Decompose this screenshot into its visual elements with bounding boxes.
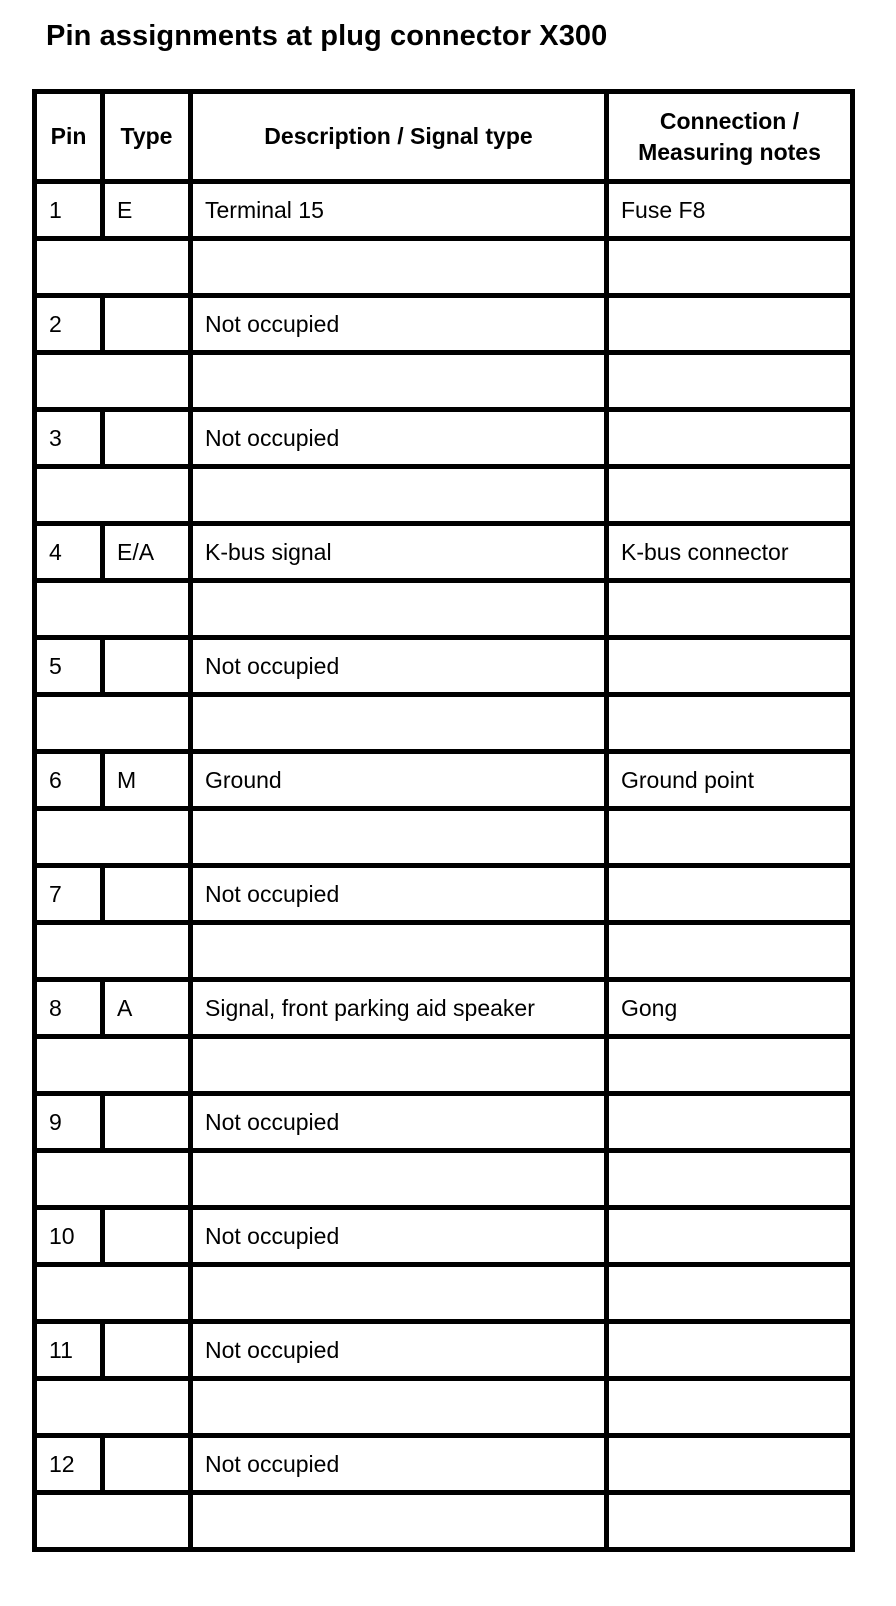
cell-description: Not occupied [191, 1208, 607, 1265]
spacer-cell [35, 923, 191, 980]
cell-description: Signal, front parking aid speaker [191, 980, 607, 1037]
cell-description: Terminal 15 [191, 182, 607, 239]
spacer-row [35, 581, 853, 638]
cell-pin: 6 [35, 752, 103, 809]
table-row [35, 638, 853, 695]
header-description: Description / Signal type [191, 92, 607, 182]
spacer-cell [191, 923, 607, 980]
spacer-cell [35, 1265, 191, 1322]
cell-description: Not occupied [191, 1436, 607, 1493]
spacer-cell [607, 1493, 853, 1550]
cell-description: Not occupied [191, 638, 607, 695]
cell-description: Ground [191, 752, 607, 809]
cell-description: Not occupied [191, 1322, 607, 1379]
header-pin: Pin [35, 92, 103, 182]
spacer-cell [607, 353, 853, 410]
cell-pin: 12 [35, 1436, 103, 1493]
spacer-row [35, 239, 853, 296]
spacer-cell [191, 1151, 607, 1208]
spacer-row [35, 695, 853, 752]
spacer-cell [191, 239, 607, 296]
table-row [35, 410, 853, 467]
cell-type [103, 1094, 191, 1151]
header-type: Type [103, 92, 191, 182]
cell-description: K-bus signal [191, 524, 607, 581]
spacer-row [35, 353, 853, 410]
table-body [35, 182, 853, 1550]
spacer-row [35, 923, 853, 980]
cell-connection [607, 866, 853, 923]
cell-type [103, 1208, 191, 1265]
spacer-cell [191, 1037, 607, 1094]
spacer-cell [35, 1379, 191, 1436]
spacer-cell [35, 239, 191, 296]
spacer-row [35, 1037, 853, 1094]
spacer-row [35, 809, 853, 866]
table-row [35, 1208, 853, 1265]
cell-type: E/A [103, 524, 191, 581]
table-row [35, 524, 853, 581]
spacer-cell [35, 809, 191, 866]
cell-description: Not occupied [191, 1094, 607, 1151]
spacer-cell [607, 1151, 853, 1208]
cell-connection: Fuse F8 [607, 182, 853, 239]
cell-type [103, 410, 191, 467]
spacer-cell [607, 581, 853, 638]
cell-type [103, 638, 191, 695]
spacer-cell [35, 695, 191, 752]
spacer-row [35, 1379, 853, 1436]
spacer-cell [191, 581, 607, 638]
cell-pin: 3 [35, 410, 103, 467]
cell-connection: Ground point [607, 752, 853, 809]
cell-description: Not occupied [191, 410, 607, 467]
pin-assignment-table [32, 89, 855, 1552]
cell-type: M [103, 752, 191, 809]
cell-type: E [103, 182, 191, 239]
spacer-cell [191, 809, 607, 866]
cell-pin: 7 [35, 866, 103, 923]
spacer-cell [607, 239, 853, 296]
table-row [35, 980, 853, 1037]
spacer-cell [35, 1493, 191, 1550]
spacer-cell [35, 1037, 191, 1094]
spacer-cell [191, 1493, 607, 1550]
cell-connection [607, 1436, 853, 1493]
cell-pin: 2 [35, 296, 103, 353]
spacer-cell [607, 695, 853, 752]
spacer-cell [607, 1265, 853, 1322]
cell-pin: 8 [35, 980, 103, 1037]
spacer-cell [191, 1379, 607, 1436]
cell-type [103, 1322, 191, 1379]
cell-description: Not occupied [191, 866, 607, 923]
cell-type [103, 1436, 191, 1493]
spacer-cell [607, 923, 853, 980]
cell-description: Not occupied [191, 296, 607, 353]
spacer-row [35, 467, 853, 524]
cell-connection [607, 638, 853, 695]
table-row [35, 182, 853, 239]
cell-pin: 9 [35, 1094, 103, 1151]
spacer-cell [35, 353, 191, 410]
spacer-cell [191, 695, 607, 752]
cell-type: A [103, 980, 191, 1037]
table-row [35, 1094, 853, 1151]
cell-connection [607, 1322, 853, 1379]
table-row [35, 752, 853, 809]
table-row [35, 866, 853, 923]
spacer-row [35, 1265, 853, 1322]
spacer-cell [607, 1379, 853, 1436]
cell-connection [607, 1094, 853, 1151]
cell-connection: Gong [607, 980, 853, 1037]
cell-connection: K-bus connector [607, 524, 853, 581]
spacer-cell [191, 1265, 607, 1322]
cell-pin: 10 [35, 1208, 103, 1265]
spacer-cell [191, 467, 607, 524]
cell-connection [607, 410, 853, 467]
cell-connection [607, 1208, 853, 1265]
cell-pin: 11 [35, 1322, 103, 1379]
header-connection: Connection / Measuring notes [607, 92, 853, 182]
page-title: Pin assignments at plug connector X300 [46, 20, 608, 52]
spacer-cell [35, 581, 191, 638]
cell-pin: 5 [35, 638, 103, 695]
spacer-cell [35, 1151, 191, 1208]
spacer-cell [191, 353, 607, 410]
table-row [35, 1322, 853, 1379]
table-row [35, 296, 853, 353]
cell-type [103, 866, 191, 923]
spacer-row [35, 1151, 853, 1208]
cell-pin: 1 [35, 182, 103, 239]
table-header-row [35, 92, 853, 182]
cell-connection [607, 296, 853, 353]
spacer-row [35, 1493, 853, 1550]
spacer-cell [607, 467, 853, 524]
spacer-cell [607, 1037, 853, 1094]
spacer-cell [35, 467, 191, 524]
spacer-cell [607, 809, 853, 866]
table-row [35, 1436, 853, 1493]
cell-type [103, 296, 191, 353]
cell-pin: 4 [35, 524, 103, 581]
